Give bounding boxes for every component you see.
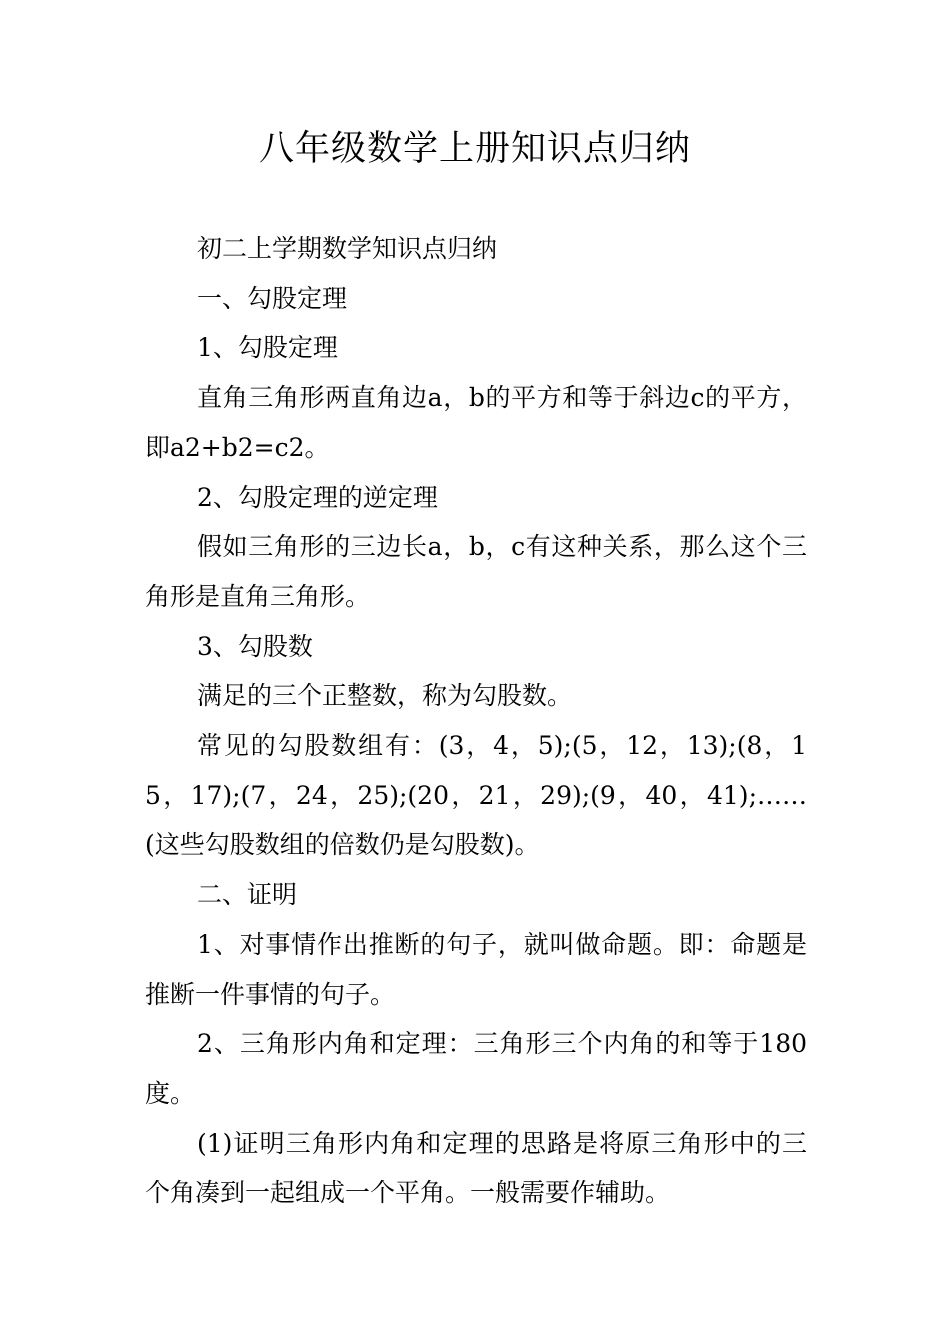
document-title: 八年级数学上册知识点归纳 bbox=[258, 129, 691, 169]
paragraph-pythagorean-theorem: 直角三角形两直角边a，b的平方和等于斜边c的平方，即a2+b2=c2。 bbox=[145, 383, 807, 462]
subsection-heading-pythagorean-theorem: 1、勾股定理 bbox=[197, 333, 338, 363]
document-body bbox=[145, 224, 807, 1218]
subsection-heading-pythagorean-triples: 3、勾股数 bbox=[197, 631, 313, 661]
section-heading-pythagorean: 一、勾股定理 bbox=[197, 283, 348, 313]
paragraph-proposition: 1、对事情作出推断的句子，就叫做命题。即：命题是推断一件事情的句子。 bbox=[145, 929, 807, 1009]
paragraph-converse: 假如三角形的三边长a，b，c有这种关系，那么这个三角形是直角三角形。 bbox=[145, 532, 807, 611]
section-heading-proof: 二、证明 bbox=[197, 880, 298, 910]
paragraph-common-triples: 常见的勾股数组有：(3，4，5);(5，12，13);(8，15，17);(7，24，25);(20，21，29);(9，40，41);……(这些勾股数组的倍数仍是勾股数)。 bbox=[145, 731, 807, 860]
paragraph-subtitle: 初二上学期数学知识点归纳 bbox=[197, 234, 498, 263]
subsection-heading-converse: 2、勾股定理的逆定理 bbox=[197, 482, 438, 512]
paragraph-proof-idea: (1)证明三角形内角和定理的思路是将原三角形中的三个角凑到一起组成一个平角。一般需要作辅助。 bbox=[145, 1128, 807, 1208]
paragraph-angle-sum-theorem: 2、三角形内角和定理：三角形三个内角的和等于180度。 bbox=[145, 1029, 807, 1108]
paragraph-triples-definition: 满足的三个正整数，称为勾股数。 bbox=[197, 681, 573, 711]
